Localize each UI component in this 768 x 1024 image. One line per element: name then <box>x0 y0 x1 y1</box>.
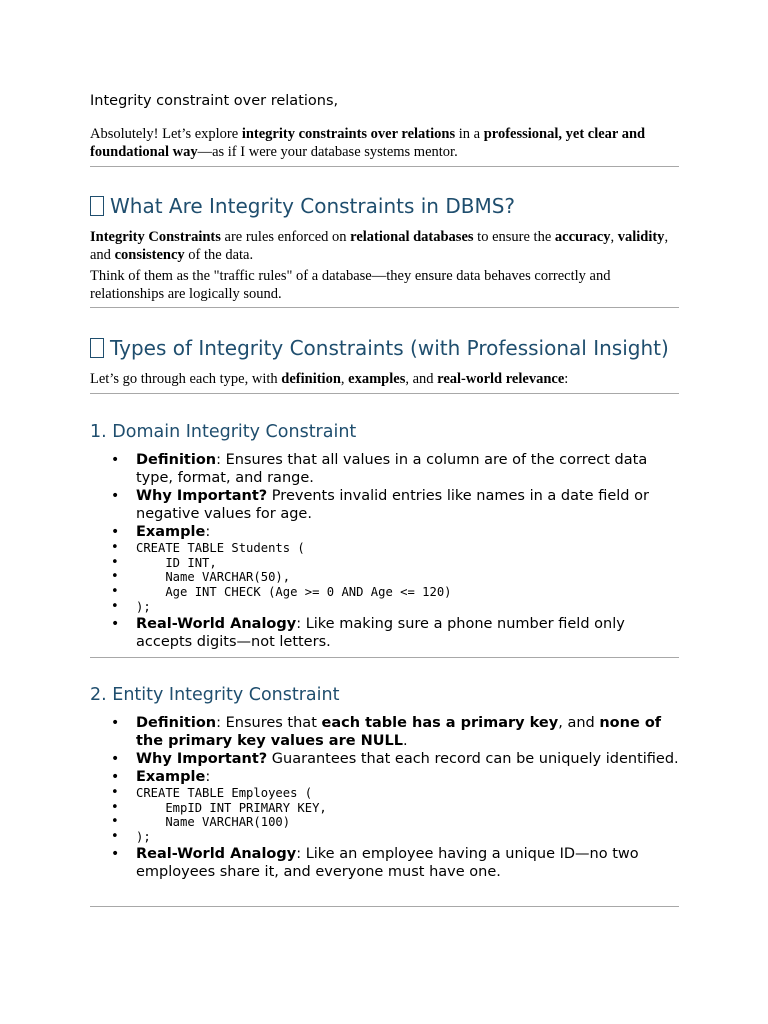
code-line: • Name VARCHAR(100) <box>90 815 679 830</box>
types-intro-paragraph: Let’s go through each type, with definition, examples, and real-world relevance: <box>90 371 569 387</box>
intro-heading: Integrity constraint over relations, <box>90 93 339 109</box>
code-line: • ); <box>90 830 679 845</box>
code-line: • ); <box>90 600 679 615</box>
subsection-heading-domain: 1. Domain Integrity Constraint <box>90 422 357 442</box>
subsection-heading-entity: 2. Entity Integrity Constraint <box>90 685 340 705</box>
list-item: • Why Important? Guarantees that each record can be uniquely identified. <box>90 750 679 768</box>
emoji-placeholder-icon <box>90 196 104 216</box>
list-item: • Definition: Ensures that all values in a column are of the correct data type, format, and range. <box>90 451 679 487</box>
analogy-paragraph: Think of them as the "traffic rules" of a database—they ensure data behaves correctly and relationships are logically sound. <box>90 268 611 302</box>
definition-paragraph: Integrity Constraints are rules enforced on relational databases to ensure the accuracy, validity, and consistency of the data. <box>90 229 669 263</box>
code-line: • ID INT, <box>90 556 679 571</box>
entity-bullet-list <box>90 714 679 881</box>
section-heading-what-are: What Are Integrity Constraints in DBMS? <box>90 194 515 218</box>
domain-bullet-list <box>90 451 679 651</box>
code-line: • Age INT CHECK (Age >= 0 AND Age <= 120) <box>90 585 679 600</box>
list-item: • Example: <box>90 523 679 541</box>
code-line: • CREATE TABLE Employees ( <box>90 786 679 801</box>
divider <box>90 906 679 907</box>
code-line: • CREATE TABLE Students ( <box>90 541 679 556</box>
code-line: • Name VARCHAR(50), <box>90 570 679 585</box>
list-item: • Example: <box>90 768 679 786</box>
divider <box>90 393 679 394</box>
emoji-placeholder-icon <box>90 338 104 358</box>
section-heading-types: Types of Integrity Constraints (with Professional Insight) <box>90 336 669 360</box>
intro-paragraph: Absolutely! Let’s explore integrity constraints over relations in a professional, yet clear and foundational way—as if I were your database systems mentor. <box>90 126 646 160</box>
list-item: • Real-World Analogy: Like an employee having a unique ID—no two employees share it, and everyone must have one. <box>90 845 679 881</box>
code-line: • EmpID INT PRIMARY KEY, <box>90 801 679 816</box>
list-item: • Definition: Ensures that each table has a primary key, and none of the primary key values are NULL. <box>90 714 679 750</box>
divider <box>90 657 679 658</box>
list-item: • Real-World Analogy: Like making sure a phone number field only accepts digits—not letters. <box>90 615 679 651</box>
list-item: • Why Important? Prevents invalid entries like names in a date field or negative values for age. <box>90 487 679 523</box>
divider <box>90 307 679 308</box>
divider <box>90 166 679 167</box>
